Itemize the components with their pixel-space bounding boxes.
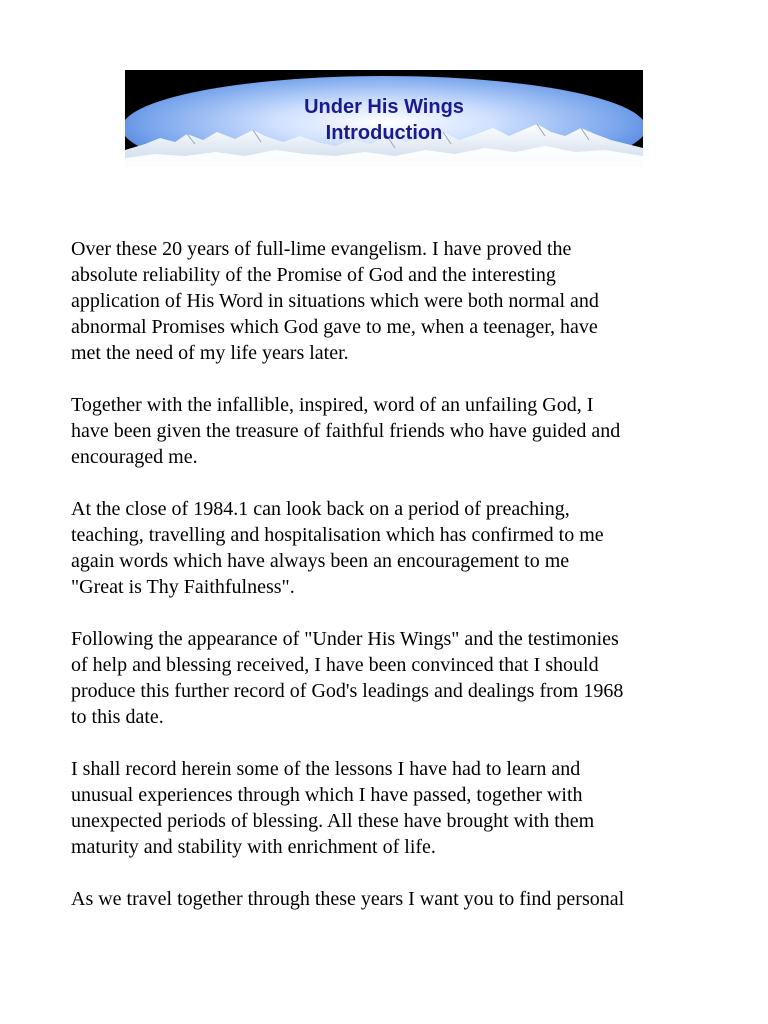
text-line: Following the appearance of "Under His Wings" and the testimonies	[71, 628, 619, 650]
text-line: Together with the infallible, inspired, word of an unfailing God, I	[71, 394, 594, 416]
banner-subtitle: Introduction	[325, 122, 443, 144]
text-line: produce this further record of God's leadings and dealings from 1968	[71, 680, 624, 702]
text-line: I shall record herein some of the lessons I have had to learn and	[71, 758, 581, 780]
text-line: "Great is Thy Faithfulness".	[71, 576, 295, 598]
text-line: As we travel together through these years I want you to find personal	[71, 888, 625, 910]
paragraph	[71, 236, 711, 366]
text-line: to this date.	[71, 706, 164, 728]
text-line: Over these 20 years of full-lime evangelism. I have proved the	[71, 238, 572, 260]
text-line: again words which have always been an encouragement to me	[71, 550, 570, 572]
header-banner	[125, 70, 643, 167]
text-line: unusual experiences through which I have passed, together with	[71, 784, 583, 806]
text-line: application of His Word in situations which were both normal and	[71, 290, 599, 312]
text-line: abnormal Promises which God gave to me, when a teenager, have	[71, 316, 598, 338]
text-line: have been given the treasure of faithful friends who have guided and	[71, 420, 621, 442]
paragraph	[71, 886, 711, 912]
text-line: met the need of my life years later.	[71, 342, 349, 364]
text-line: encouraged me.	[71, 446, 198, 468]
text-line: of help and blessing received, I have been convinced that I should	[71, 654, 599, 676]
text-line: unexpected periods of blessing. All these have brought with them	[71, 810, 595, 832]
paragraph	[71, 392, 711, 470]
text-line: maturity and stability with enrichment of life.	[71, 836, 436, 858]
paragraph	[71, 756, 711, 860]
paragraph	[71, 626, 711, 730]
paragraph	[71, 496, 711, 600]
banner-title: Under His Wings	[304, 96, 464, 118]
text-line: teaching, travelling and hospitalisation which has confirmed to me	[71, 524, 604, 546]
text-line: absolute reliability of the Promise of God and the interesting	[71, 264, 556, 286]
text-line: At the close of 1984.1 can look back on a period of preaching,	[71, 498, 570, 520]
document-body	[71, 236, 711, 938]
